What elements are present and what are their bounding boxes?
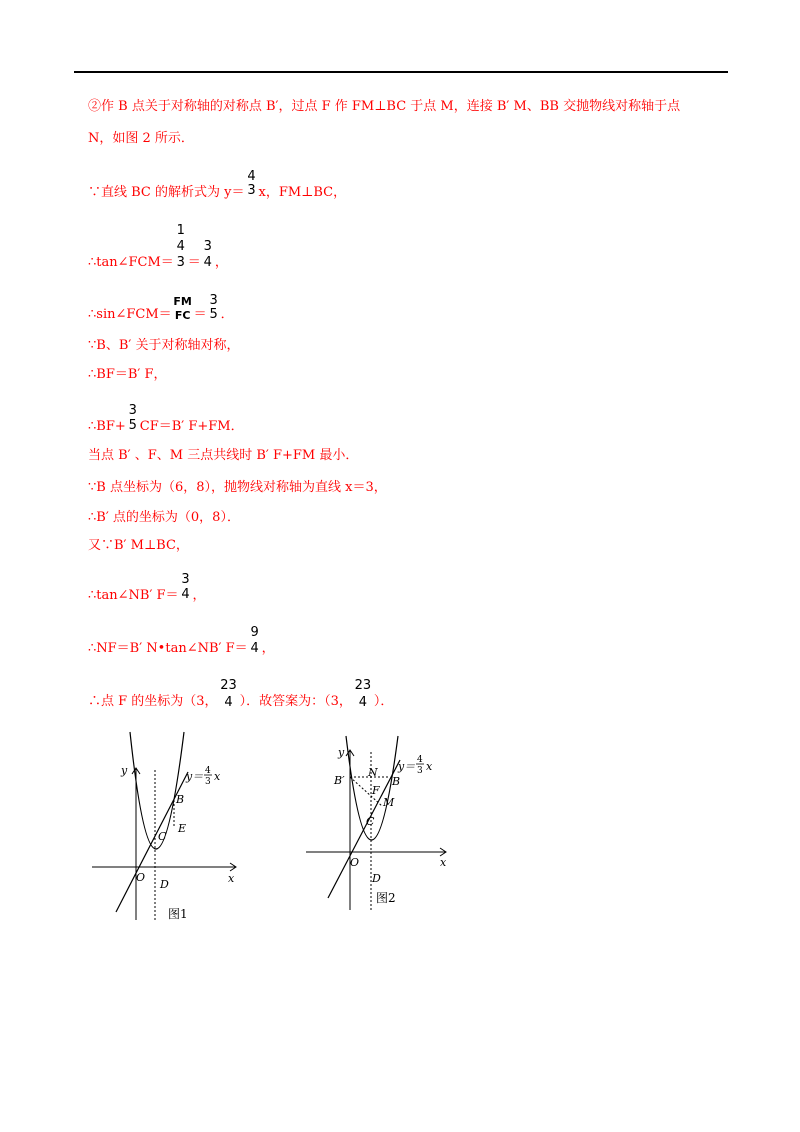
label-e: E	[178, 822, 187, 835]
line-text: 又∵B′ M⊥BC，	[88, 538, 189, 553]
numerator: FM	[173, 295, 192, 308]
numerator: 3	[209, 293, 218, 308]
figure-2-diagram	[300, 734, 460, 914]
line-text: ∵B 点坐标为（6，8），抛物线对称轴为直线 x＝3，	[88, 480, 387, 495]
line-text: ＝	[187, 255, 201, 270]
line-text: ，	[261, 641, 275, 656]
label-b-prime: B′	[334, 774, 345, 787]
line-text: ∴sin∠FCM＝	[88, 307, 172, 322]
line-text: ∴BF＝B′ F，	[88, 367, 167, 382]
inner-denominator: 4	[176, 239, 185, 254]
line-text: CF＝B′ F+FM．	[139, 419, 244, 434]
text-line	[88, 337, 239, 355]
label-c: C	[366, 815, 375, 828]
text-line	[88, 169, 347, 202]
text-line	[88, 625, 275, 658]
denominator: 3	[176, 255, 185, 270]
text-line	[88, 572, 206, 605]
denominator: FC	[174, 309, 191, 322]
label-c: C	[158, 830, 167, 843]
line-equation-num: 4	[417, 755, 423, 765]
text-line	[88, 447, 358, 465]
figure-2	[300, 734, 460, 918]
text-line	[88, 678, 394, 711]
label-x: x	[440, 856, 447, 869]
numerator: 23	[220, 678, 237, 693]
label-x: x	[228, 872, 235, 885]
numerator: 9	[250, 625, 259, 640]
compound-fraction	[174, 223, 188, 270]
fraction	[248, 625, 262, 656]
denominator: 5	[128, 418, 137, 433]
line-equation-var: x	[426, 760, 433, 773]
numerator: 1	[176, 223, 185, 238]
line-text: 当点 B′ 、F、M 三点共线时 B′ F+FM 最小．	[88, 448, 359, 463]
line-equation-var: x	[214, 770, 221, 783]
figure-2-caption: 图2	[376, 891, 396, 905]
line-equation-label: y＝	[398, 760, 416, 773]
figure-1-diagram	[88, 728, 248, 928]
fraction	[172, 295, 194, 322]
denominator: 4	[203, 255, 212, 270]
line-text: ＝	[193, 307, 207, 322]
line-text: ，	[192, 588, 206, 603]
fraction	[201, 239, 215, 270]
text-line	[88, 223, 228, 272]
numerator: 4	[247, 169, 256, 184]
denominator: 3	[247, 183, 256, 198]
text-line	[88, 98, 680, 116]
denominator: 4	[250, 641, 259, 656]
label-b: B	[392, 775, 401, 788]
label-o: O	[136, 871, 146, 884]
text-line	[88, 537, 189, 555]
fraction	[244, 169, 258, 198]
fraction	[352, 678, 374, 710]
line-text: ）．	[373, 694, 394, 709]
line-text: ∴tan∠NB′ F＝	[88, 588, 179, 603]
text-line	[88, 130, 194, 148]
label-y: y	[338, 746, 345, 759]
denominator: 5	[209, 307, 218, 322]
label-b: B	[176, 793, 185, 806]
label-d: D	[372, 872, 381, 885]
numerator: 23	[354, 678, 372, 693]
text-line	[88, 293, 234, 324]
top-rule	[74, 71, 728, 73]
denominator: 4	[224, 695, 233, 710]
line-text: x，FM⊥BC，	[258, 185, 347, 200]
fraction	[207, 293, 221, 322]
text-line	[88, 403, 244, 436]
line-text: N，如图 2 所示．	[88, 131, 194, 146]
line-equation-den: 3	[417, 766, 423, 776]
fraction	[218, 678, 240, 710]
fraction	[126, 403, 140, 433]
denominator: 4	[181, 587, 190, 602]
numerator: 3	[203, 239, 212, 254]
line-text: ∴BF+	[88, 419, 126, 434]
line-text: ∴NF＝B′ N•tan∠NB′ F＝	[88, 641, 248, 656]
line-text: ．	[220, 307, 234, 322]
line-text: ）．故答案为：（3，	[239, 694, 352, 709]
text-line	[88, 366, 167, 384]
label-o: O	[350, 856, 360, 869]
numerator: 3	[181, 572, 190, 587]
line-text: ∴B′ 点的坐标为（0，8）．	[88, 510, 240, 525]
line-equation-den: 3	[205, 777, 211, 787]
text-line	[88, 479, 387, 497]
label-y: y	[121, 764, 128, 777]
label-m: M	[383, 796, 395, 809]
figure-1-caption: 图1	[168, 907, 188, 921]
line-text: ∵B、B′ 关于对称轴对称，	[88, 338, 240, 353]
line-text: ∴点 F 的坐标为（3，	[88, 694, 218, 709]
line-equation-label: y＝	[186, 770, 204, 783]
line-text: ∴tan∠FCM＝	[88, 255, 174, 270]
line-text: ∵直线 BC 的解析式为 y＝	[88, 185, 245, 200]
line-text: ②作 B 点关于对称轴的对称点 B′，过点 F 作 FM⊥BC 于点 M，连接 B′ M、BB 交抛物线对称轴于点	[88, 99, 681, 114]
label-d: D	[160, 878, 169, 891]
label-n: N	[368, 766, 378, 779]
line-equation-num: 4	[205, 766, 211, 776]
text-line	[88, 509, 240, 527]
line-text: ，	[214, 255, 228, 270]
figure-1	[88, 728, 248, 932]
fraction	[179, 572, 193, 602]
numerator: 3	[128, 403, 137, 418]
denominator: 4	[358, 695, 367, 710]
label-f: F	[372, 784, 380, 797]
